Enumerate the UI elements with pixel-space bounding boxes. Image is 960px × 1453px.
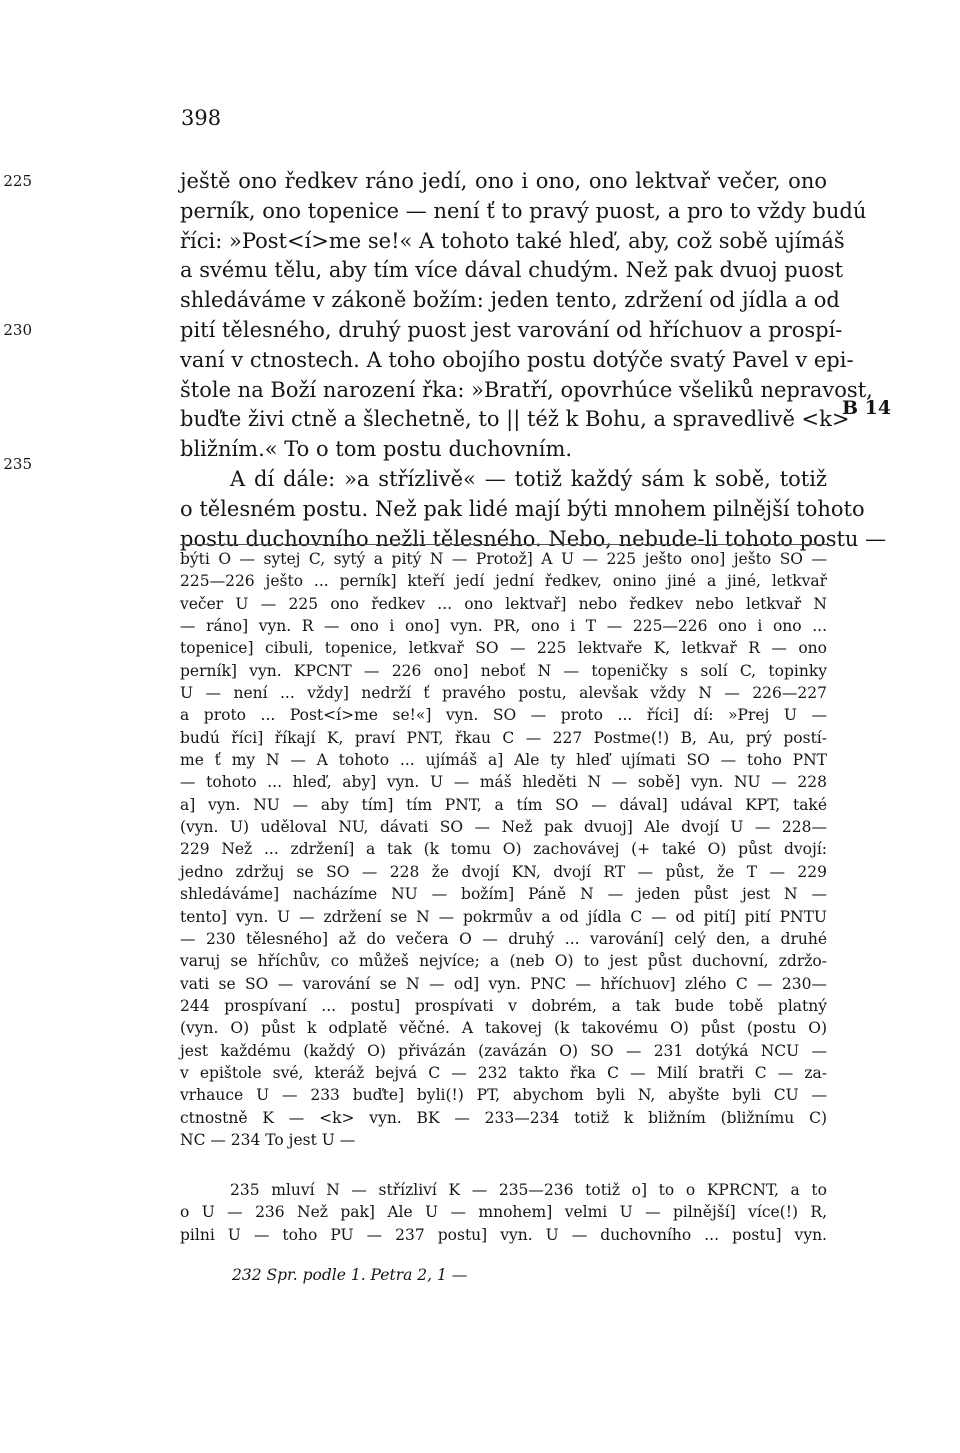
main-line: buďte živi ctně a šlechetně, to || též k Bohu, a spravedlivě <k> <box>180 407 850 432</box>
apparatus-line: 235 mluví N — střízliví K — 235—236 totiž o] to o KPRCNT, a to <box>230 1181 827 1199</box>
apparatus-line: — tohoto ... hleď, aby] vyn. U — máš hleděti N — sobě] vyn. NU — 228 <box>180 773 827 792</box>
critical-apparatus <box>180 548 827 1151</box>
main-line: A dí dále: »a střízlivě« — totiž každý sám k sobě, totiž <box>230 466 827 491</box>
apparatus-line: 244 prospívaní ... postu] prospívati v dobrém, a tak bude tobě platný <box>180 996 827 1015</box>
apparatus-line: tento] vyn. U — zdržení se N — pokrmův a od jídla C — od pití] pití PNTU <box>180 907 827 926</box>
main-line: shledáváme v zákoně božím: jeden tento, zdržení od jídla a od <box>180 288 840 313</box>
main-line: postu duchovního nežli tělesného. Nebo, nebude-li tohoto postu — <box>180 526 887 551</box>
main-line: bližním.« To o tom postu duchovním. <box>180 437 573 462</box>
apparatus-line: shledáváme] nacházíme NU — božím] Páně N — jeden půst jest N — <box>180 885 827 904</box>
main-line: říci: »Post<í>me se!« A tohoto také hleď, aby, což sobě ujímáš <box>180 228 845 253</box>
page-number: 398 <box>181 106 222 130</box>
apparatus-line: ctnostně K — <k> vyn. BK — 233—234 totiž k bližním (bližnímu C) <box>180 1108 827 1127</box>
main-line: o tělesném postu. Než pak lidé mají býti mnohem pilnější tohoto <box>180 496 865 521</box>
main-line: perník, ono topenice — není ť to pravý puost, a pro to vždy budú <box>180 198 867 223</box>
apparatus-line: — ráno] vyn. R — ono i ono] vyn. PR, ono i T — 225—226 ono i ono ... <box>180 617 827 636</box>
apparatus-line: a proto ... Post<í>me se!«] vyn. SO — proto ... říci] dí: »Prej U — <box>180 706 827 725</box>
apparatus-line: 225—226 ješto ... perník] kteří jedí jední ředkev, onino jiné a jiné, letkvař <box>180 572 827 591</box>
apparatus-line: perník] vyn. KPCNT — 226 ono] neboť N — topeničky s solí C, topinky <box>180 661 827 680</box>
main-line: štole na Boží narození řka: »Bratří, opovrhúce všeliků nepravost, <box>180 377 873 402</box>
main-line: pití tělesného, druhý puost jest varování od hříchuov a prospí- <box>180 317 843 342</box>
apparatus-line: pilni U — toho PU — 237 postu] vyn. U — duchovního ... postu] vyn. <box>180 1225 827 1244</box>
apparatus-line: budú říci] říkají K, praví PNT, řkau C — 227 Postme(!) B, Au, prý postí- <box>180 728 827 747</box>
apparatus-line: NC — 234 To jest U — <box>180 1130 356 1149</box>
apparatus-line: o U — 236 Než pak] Ale U — mnohem] velmi U — pilnější] více(!) R, <box>180 1203 827 1222</box>
apparatus-line: v epištole své, kteráž bejvá C — 232 takto řka C — Milí bratři C — za- <box>180 1063 827 1082</box>
apparatus-line: varuj se hříchův, co můžeš nejvíce; a (neb O) to jest půst duchovní, zdržo- <box>180 952 827 971</box>
main-line: ještě ono ředkev ráno jedí, ono i ono, ono lektvař večer, ono <box>180 169 827 193</box>
main-line: vaní v ctnostech. A toho obojího postu dotýče svatý Pavel v epi- <box>180 347 854 372</box>
apparatus-divider <box>180 544 827 545</box>
apparatus-line: a] vyn. NU — aby tím] tím PNT, a tím SO — dával] udával KPT, také <box>180 795 827 814</box>
apparatus-line: jedno zdržuj se SO — 228 že dvojí KN, dvojí RT — půst, že T — 229 <box>180 862 827 881</box>
line-number-225: 225 <box>3 172 32 190</box>
scripture-footnote: 232 Spr. podle 1. Petra 2, 1 — <box>232 1266 468 1284</box>
apparatus-line: jest každému (každý O) přivázán (zavázán O) SO — 231 dotýká NCU — <box>180 1041 827 1060</box>
margin-reference: B 14 <box>842 397 892 419</box>
apparatus-line: býti O — sytej C, sytý a pitý N — Protož] A U — 225 ješto ono] ješto SO — <box>180 550 827 568</box>
apparatus-line: me ť my N — A tohoto ... ujímáš a] Ale ty hleď ujímati SO — toho PNT <box>180 751 827 770</box>
apparatus-line: (vyn. U) uděloval NU, dávati SO — Než pak dvuoj] Ale dvojí U — 228— <box>180 818 827 837</box>
apparatus-line: (vyn. O) půst k odplatě věčné. A takovej (k takovému O) půst (postu O) <box>180 1019 827 1038</box>
apparatus-line: vati se SO — varování se N — od] vyn. PNC — hříchuov] zlého C — 230— <box>180 974 827 993</box>
critical-apparatus-continued <box>180 1179 827 1246</box>
line-number-235: 235 <box>3 455 32 473</box>
apparatus-line: večer U — 225 ono ředkev ... ono lektvař] nebo ředkev nebo letkvař N <box>180 594 827 613</box>
apparatus-line: U — není ... vždy] nedrží ť pravého postu, alevšak vždy N — 226—227 <box>180 684 827 703</box>
line-number-230: 230 <box>3 321 32 339</box>
apparatus-line: — 230 tělesného] až do večera O — druhý ... varování] celý den, a druhé <box>180 929 827 948</box>
apparatus-line: vrhauce U — 233 buďte] byli(!) PT, abychom byli N, abyšte byli CU — <box>180 1086 827 1105</box>
apparatus-line: topenice] cibuli, topenice, letkvař SO — 225 lektvaře K, letkvař R — ono <box>180 639 827 658</box>
apparatus-line: 229 Než ... zdržení] a tak (k tomu O) zachovávej (+ také O) půst dvojí: <box>180 840 827 859</box>
main-line: a svému tělu, aby tím více dával chudým. Než pak dvuoj puost <box>180 258 844 283</box>
